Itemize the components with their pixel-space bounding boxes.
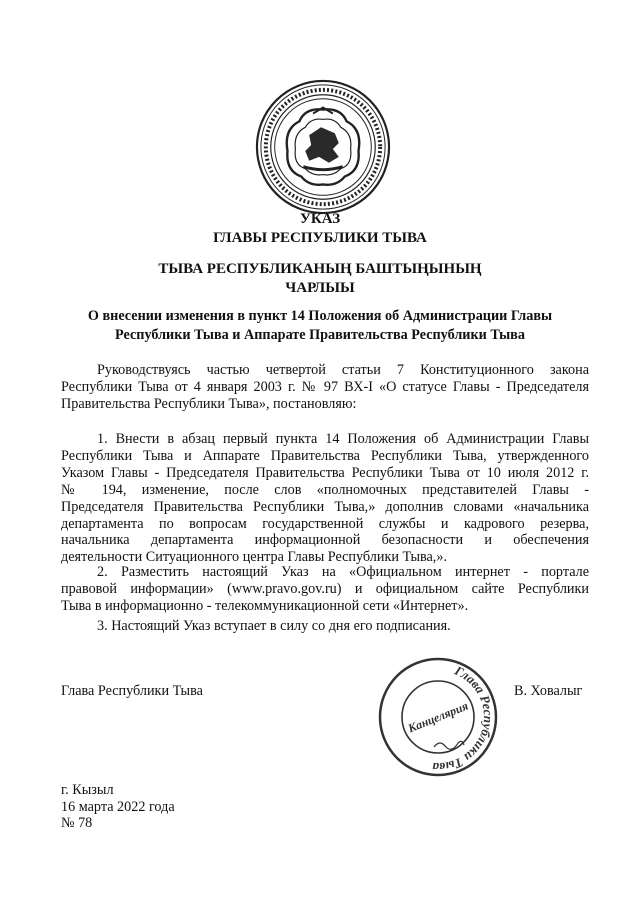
issuer: ГЛАВЫ РЕСПУБЛИКИ ТЫВА: [213, 230, 427, 246]
item-1-paragraph: [61, 431, 589, 566]
text-line: департамента по вопросам государственной службы и кадрового резерва,: [61, 515, 589, 532]
text-line: начальника департамента информационной безопасности и обеспечения: [61, 532, 589, 549]
text-line: Председателя Правительства Республики Тыва,» дополнив словами «начальника: [61, 498, 589, 515]
preamble-paragraph: [61, 362, 589, 413]
issue-date: 16 марта 2022 года: [61, 798, 175, 815]
tuvan-header: [0, 260, 640, 298]
tuvan-title-1: ТЫВА РЕСПУБЛИКАНЫҢ БАШТЫҢЫНЫҢ: [158, 261, 482, 277]
title-line-1: О внесении изменения в пункт 14 Положения об Администрации Главы: [87, 308, 553, 324]
text-line: Указом Главы - Председателя Правительства Республики Тыва от 10 июля 2012 г.: [61, 464, 589, 481]
decree-number: № 78: [61, 815, 93, 831]
text-line: Руководствуясь частью четвертой статьи 7 Конституционного закона: [97, 362, 589, 378]
text-line: Республики Тыва и Аппарате Правительства Республики Тыва, утвержденного: [61, 447, 589, 464]
issue-details: [61, 782, 175, 832]
tuva-coat-of-arms-icon: [254, 78, 392, 216]
text-line: 2. Разместить настоящий Указ на «Официальном интернет - портале: [97, 564, 589, 580]
signatory-position: Глава Республики Тыва: [61, 683, 203, 699]
doc-type: УКАЗ: [299, 211, 341, 227]
text-line: 3. Настоящий Указ вступает в силу со дня его подписания.: [97, 618, 451, 634]
stamp-outer-text: Глава Республики Тыва: [432, 662, 497, 776]
tuvan-title-2: ЧАРЛЫЫ: [285, 280, 355, 296]
text-line: деятельности Ситуационного центра Главы Республики Тыва,».: [61, 549, 447, 566]
item-2-paragraph: [61, 564, 589, 615]
item-3-paragraph: [61, 618, 589, 635]
decree-title: [0, 307, 640, 345]
text-line: правовой информации» (www.pravo.gov.ru) и официальном сайте Республики: [61, 580, 589, 597]
text-line: Тыва в информационно - телекоммуникационной сети «Интернет».: [61, 597, 469, 614]
text-line: Республики Тыва от 4 января 2003 г. № 97 ВХ-I «О статусе Главы - Председателя: [61, 378, 589, 395]
text-line: 1. Внести в абзац первый пункта 14 Положения об Администрации Главы: [97, 431, 589, 447]
title-line-2: Республики Тыва и Аппарате Правительства Республики Тыва: [115, 327, 525, 343]
text-line: Правительства Республики Тыва», постановляю:: [61, 395, 357, 412]
text-line: № 194, изменение, после слов «полномочных представителей Главы -: [61, 481, 589, 498]
issue-place: г. Кызыл: [61, 782, 114, 798]
signatory-name: В. Ховалыг: [514, 683, 583, 699]
official-stamp: [376, 655, 500, 779]
stamp-inner-text: Канцелярия: [405, 698, 471, 736]
decree-header: [0, 210, 640, 248]
